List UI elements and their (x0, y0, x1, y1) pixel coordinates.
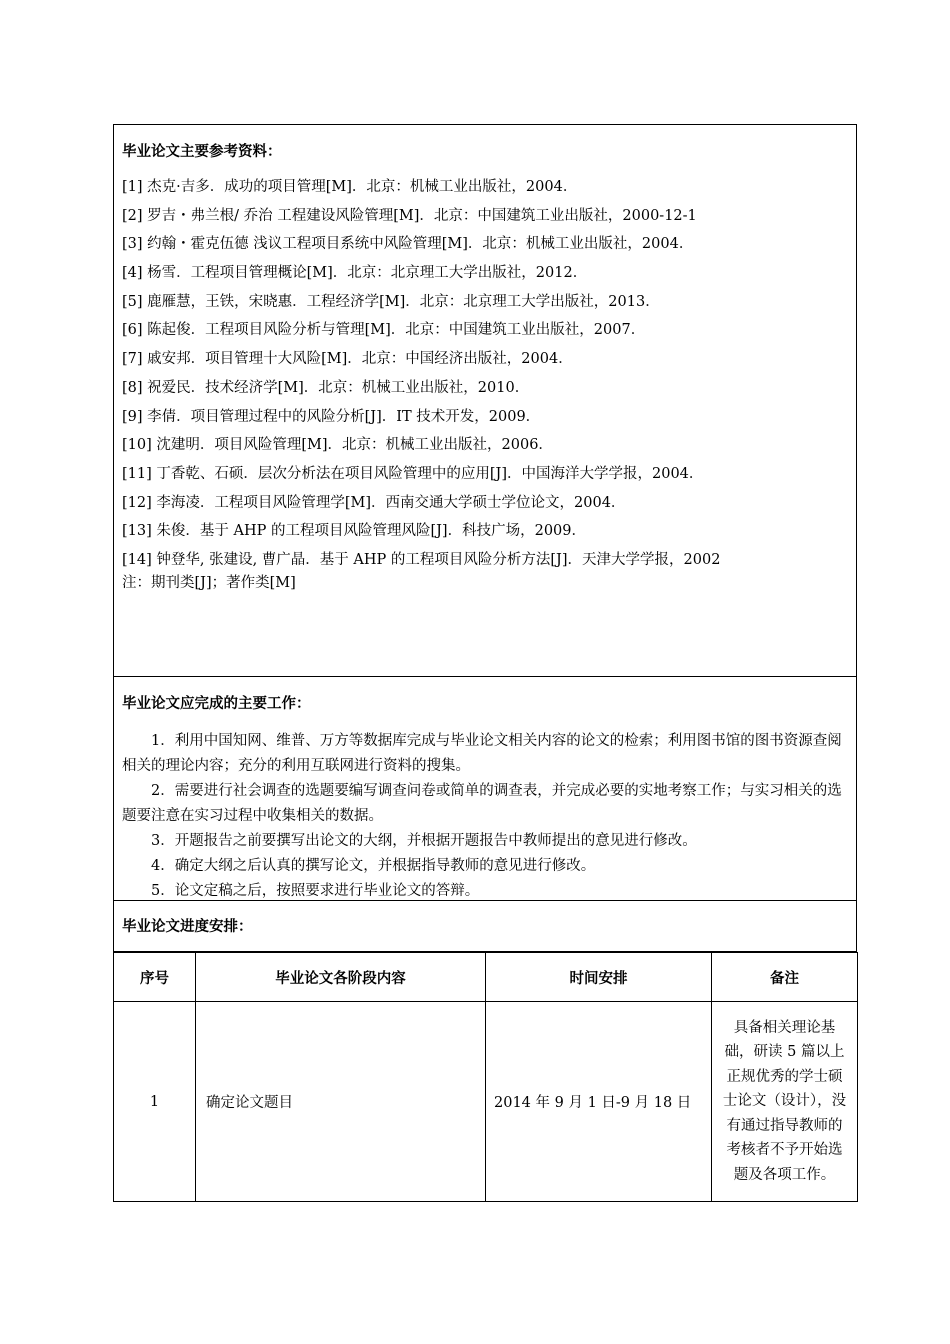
table-row (114, 1002, 858, 1202)
schedule-header-row (114, 953, 858, 1002)
row-num: 1 (114, 1002, 196, 1202)
reference-item: [7] 戚安邦．项目管理十大风险[M]．北京：中国经济出版社，2004． (122, 351, 573, 368)
work-paragraph: 5．论文定稿之后，按照要求进行毕业论文的答辩。 (151, 883, 480, 899)
header-time: 时间安排 (486, 953, 712, 1002)
reference-item: [6] 陈起俊．工程项目风险分析与管理[M]．北京：中国建筑工业出版社，2007． (122, 322, 646, 339)
header-content: 毕业论文各阶段内容 (196, 953, 486, 1002)
reference-item: [3] 约翰・霍克伍德 浅议工程项目系统中风险管理[M]．北京：机械工业出版社，2004． (122, 236, 694, 253)
schedule-table (113, 952, 858, 1202)
reference-item: [13] 朱俊．基于 AHP 的工程项目风险管理风险[J]．科技广场，2009． (122, 523, 586, 540)
reference-item: [11] 丁香乾、石硕．层次分析法在项目风险管理中的应用[J]．中国海洋大学学报，2004． (122, 465, 704, 482)
header-num: 序号 (114, 953, 196, 1002)
main-work-title: 毕业论文应完成的主要工作： (122, 695, 311, 712)
header-note: 备注 (712, 953, 858, 1002)
work-paragraph: 3．开题报告之前要撰写出论文的大纲，并根据开题报告中教师提出的意见进行修改。 (151, 833, 697, 849)
schedule-title: 毕业论文进度安排： (122, 918, 253, 935)
reference-item: [12] 李海凌．工程项目风险管理学[M]．西南交通大学硕士学位论文，2004． (122, 494, 626, 511)
references-title: 毕业论文主要参考资料： (122, 143, 282, 160)
thesis-task-form (113, 124, 857, 1202)
reference-item: [1] 杰克·吉多．成功的项目管理[M]．北京：机械工业出版社，2004． (122, 179, 578, 195)
row-time: 2014 年 9 月 1 日-9 月 18 日 (486, 1002, 712, 1202)
reference-list (122, 177, 846, 593)
reference-item: [4] 杨雪．工程项目管理概论[M]．北京：北京理工大学出版社，2012． (122, 265, 588, 282)
row-note: 具备相关理论基础，研读 5 篇以上正规优秀的学士硕士论文（设计），没有通过指导教师的考核者不予开始选题及各项工作。 (712, 1002, 858, 1202)
reference-item: [9] 李倩．项目管理过程中的风险分析[J]．IT 技术开发，2009． (122, 408, 541, 425)
work-paragraph: 4．确定大纲之后认真的撰写论文，并根据指导教师的意见进行修改。 (151, 858, 596, 874)
references-section (113, 124, 857, 677)
main-work-section (113, 677, 857, 901)
reference-item: [10] 沈建明．项目风险管理[M]．北京：机械工业出版社，2006． (122, 437, 553, 454)
reference-note: 注：期刊类[J]；著作类[M] (122, 574, 296, 591)
reference-item: [2] 罗吉・弗兰根/ 乔治 工程建设风险管理[M]．北京：中国建筑工业出版社，2000-12-1 (122, 207, 697, 224)
row-content: 确定论文题目 (196, 1002, 486, 1202)
schedule-title-row (113, 901, 857, 952)
reference-item: [14] 钟登华, 张建设, 曹广晶．基于 AHP 的工程项目风险分析方法[J]．天津大学学报，2002 (122, 551, 721, 568)
reference-item: [5] 鹿雁慧，王铁，宋晓惠．工程经济学[M]．北京：北京理工大学出版社，2013． (122, 293, 660, 310)
work-paragraph: 1．利用中国知网、维普、万方等数据库完成与毕业论文相关内容的论文的检索；利用图书馆的图书资源查阅相关的理论内容；充分的利用互联网进行资料的搜集。 (122, 733, 842, 774)
reference-item: [8] 祝爱民．技术经济学[M]．北京：机械工业出版社，2010． (122, 379, 530, 396)
work-paragraph: 2．需要进行社会调查的选题要编写调查问卷或简单的调查表，并完成必要的实地考察工作；与实习相关的选题要注意在实习过程中收集相关的数据。 (122, 783, 842, 824)
